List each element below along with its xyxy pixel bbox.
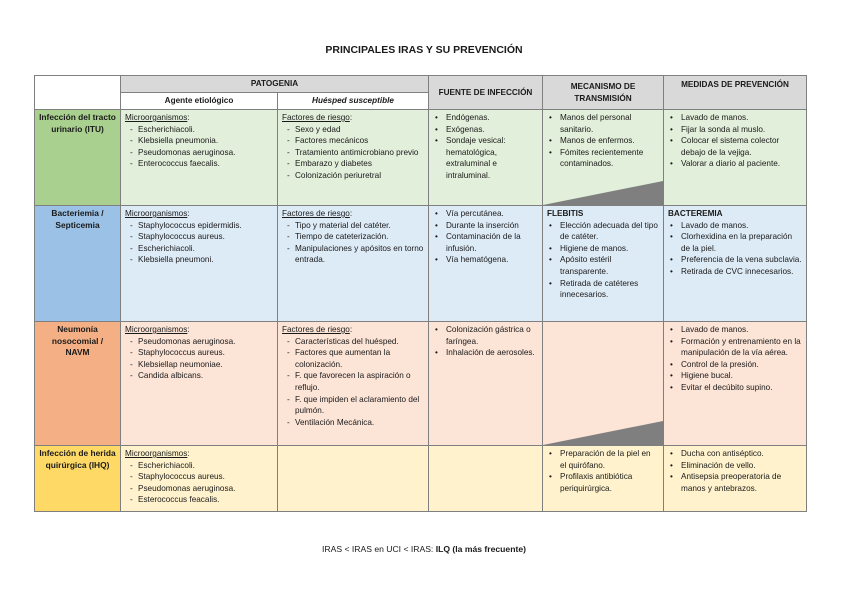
agente-label-text: Microorganismos: [125, 113, 188, 122]
list-item: • Sondaje vesical: hematológica, extraluminal e intraluminal.: [433, 135, 538, 181]
bullet-list: [125, 460, 273, 506]
list-item: • Colonización gástrica o faríngea.: [433, 324, 538, 347]
header-fuente: FUENTE DE INFECCIÓN: [429, 76, 543, 110]
list-item: - Manipulaciones y apósitos en torno entrada.: [282, 243, 424, 266]
list-item: - Características del huésped.: [282, 336, 424, 348]
bullet-list: [547, 220, 659, 301]
medidas-cell: [664, 206, 807, 322]
bullet-list: [547, 448, 659, 494]
huesped-label-text: Factores de riesgo: [282, 325, 350, 334]
table-row: [35, 110, 807, 206]
list-item: - Candida albicans.: [125, 370, 273, 382]
list-item: • Retirada de catéteres innecesarios.: [547, 278, 659, 301]
list-item: - Staphylococcus epidermidis.: [125, 220, 273, 232]
agente-label-text: Microorganismos: [125, 325, 188, 334]
list-item: - Esterococcus feacalis.: [125, 494, 273, 506]
list-item: • Durante la inserción: [433, 220, 538, 232]
list-item: - Tiempo de cateterización.: [282, 231, 424, 243]
list-item: • Eliminación de vello.: [668, 460, 802, 472]
table-body: [35, 110, 807, 512]
agente-label: Microorganismos:: [125, 325, 190, 334]
list-item: • Contaminación de la infusión.: [433, 231, 538, 254]
list-item: - Sexo y edad: [282, 124, 424, 136]
list-item: - F. que favorecen la aspiración o reflujo.: [282, 370, 424, 393]
table-row: [35, 322, 807, 446]
list-item: • Preparación de la piel en el quirófano.: [547, 448, 659, 471]
footer-highlight: ILQ (la más frecuente): [435, 544, 526, 554]
corner-cell: [35, 76, 121, 110]
list-item: - Klebsiella pneumoni.: [125, 254, 273, 266]
agente-cell: [121, 206, 278, 322]
list-item: - Tipo y material del catéter.: [282, 220, 424, 232]
bullet-list: [668, 220, 802, 278]
bullet-list: [282, 124, 424, 182]
huesped-cell: [278, 206, 429, 322]
bullet-list: [668, 448, 802, 494]
bullet-list: [125, 124, 273, 170]
agente-label: Microorganismos:: [125, 449, 190, 458]
row-header: Infección de herida quirúrgica (IHQ): [35, 446, 121, 512]
list-item: • Clorhexidina en la preparación de la piel.: [668, 231, 802, 254]
header-mecanismo: MECANISMO DE TRANSMISIÓN: [543, 76, 664, 110]
list-item: - Factores mecánicos: [282, 135, 424, 147]
list-item: • Valorar a diario al paciente.: [668, 158, 802, 170]
list-item: • Manos de enfermos.: [547, 135, 659, 147]
table-row: [35, 446, 807, 512]
mecanismo-cell: [543, 322, 664, 446]
medidas-cell: [664, 110, 807, 206]
list-item: - Escherichiacoli.: [125, 460, 273, 472]
header-medidas: MEDIDAS DE PREVENCIÓN: [664, 76, 807, 110]
list-item: • Inhalación de aerosoles.: [433, 347, 538, 359]
list-item: • Vía hematógena.: [433, 254, 538, 266]
list-item: • Lavado de manos.: [668, 112, 802, 124]
list-item: • Higiene de manos.: [547, 243, 659, 255]
list-item: • Apósito estéril transparente.: [547, 254, 659, 277]
list-item: • Exógenas.: [433, 124, 538, 136]
list-item: • Antisepsia preoperatoria de manos y antebrazos.: [668, 471, 802, 494]
huesped-cell: [278, 110, 429, 206]
list-item: • Lavado de manos.: [668, 324, 802, 336]
medidas-cell: [664, 446, 807, 512]
row-header: Neumonía nosocomial / NAVM: [35, 322, 121, 446]
list-item: - Factores que aumentan la colonización.: [282, 347, 424, 370]
section-title: BACTEREMIA: [668, 209, 723, 218]
huesped-cell: [278, 446, 429, 512]
mecanismo-cell: [543, 110, 664, 206]
page-title: PRINCIPALES IRAS Y SU PREVENCIÓN: [325, 44, 523, 56]
list-item: • Vía percutánea.: [433, 208, 538, 220]
list-item: - Staphylococcus aureus.: [125, 347, 273, 359]
header-huesped: Huésped susceptible: [278, 93, 429, 110]
list-item: - Staphylococcus aureus.: [125, 231, 273, 243]
agente-cell: [121, 110, 278, 206]
list-item: - F. que impiden el aclaramiento del pulmón.: [282, 394, 424, 417]
divider-triangle: [543, 421, 663, 445]
list-item: • Evitar el decúbito supino.: [668, 382, 802, 394]
fuente-cell: [429, 206, 543, 322]
list-item: - Escherichiacoli.: [125, 124, 273, 136]
divider-triangle: [543, 181, 663, 205]
list-item: - Pseudomonas aeruginosa.: [125, 336, 273, 348]
list-item: • Profilaxis antibiótica periquirúrgica.: [547, 471, 659, 494]
fuente-cell: [429, 446, 543, 512]
agente-label: Microorganismos:: [125, 113, 190, 122]
huesped-label-text: Factores de riesgo: [282, 113, 350, 122]
bullet-list: [433, 112, 538, 182]
list-item: • Lavado de manos.: [668, 220, 802, 232]
list-item: - Enterococcus faecalis.: [125, 158, 273, 170]
agente-label: Microorganismos:: [125, 209, 190, 218]
list-item: - Escherichiacoli.: [125, 243, 273, 255]
list-item: - Pseudomonas aeruginosa.: [125, 483, 273, 495]
list-item: - Colonización periuretral: [282, 170, 424, 182]
header-agente: Agente etiológico: [121, 93, 278, 110]
list-item: • Manos del personal sanitario.: [547, 112, 659, 135]
row-header: Bacteriemia / Septicemia: [35, 206, 121, 322]
agente-label-text: Microorganismos: [125, 449, 188, 458]
mecanismo-cell: [543, 446, 664, 512]
list-item: - Staphylococcus aureus.: [125, 471, 273, 483]
list-item: • Colocar el sistema colector debajo de la vejiga.: [668, 135, 802, 158]
bullet-list: [433, 324, 538, 359]
list-item: • Fómites recientemente contaminados.: [547, 147, 659, 170]
iras-table: [34, 75, 807, 512]
footer-note: [0, 544, 848, 554]
bullet-list: [282, 220, 424, 266]
fuente-cell: [429, 322, 543, 446]
huesped-label: Factores de riesgo:: [282, 113, 353, 122]
agente-cell: [121, 446, 278, 512]
fuente-cell: [429, 110, 543, 206]
list-item: - Klebsiella pneumonia.: [125, 135, 273, 147]
list-item: • Fijar la sonda al muslo.: [668, 124, 802, 136]
huesped-label: Factores de riesgo:: [282, 325, 353, 334]
bullet-list: [125, 220, 273, 266]
medidas-cell: [664, 322, 807, 446]
list-item: - Embarazo y diabetes: [282, 158, 424, 170]
bullet-list: [547, 112, 659, 170]
list-item: - Klebsiellap neumoniae.: [125, 359, 273, 371]
agente-cell: [121, 322, 278, 446]
bullet-list: [433, 208, 538, 266]
section-title: FLEBITIS: [547, 209, 584, 218]
row-header: Infección del tracto urinario (ITU): [35, 110, 121, 206]
bullet-list: [668, 324, 802, 394]
list-item: - Pseudomonas aeruginosa.: [125, 147, 273, 159]
list-item: • Ducha con antiséptico.: [668, 448, 802, 460]
huesped-cell: [278, 322, 429, 446]
list-item: • Endógenas.: [433, 112, 538, 124]
header-patogenia: PATOGENIA: [121, 76, 429, 93]
bullet-list: [125, 336, 273, 382]
mecanismo-cell: [543, 206, 664, 322]
table-row: [35, 206, 807, 322]
bullet-list: [282, 336, 424, 429]
list-item: • Retirada de CVC innecesarios.: [668, 266, 802, 278]
list-item: • Preferencia de la vena subclavia.: [668, 254, 802, 266]
list-item: - Ventilación Mecánica.: [282, 417, 424, 429]
huesped-label: Factores de riesgo:: [282, 209, 353, 218]
list-item: • Elección adecuada del tipo de catéter.: [547, 220, 659, 243]
list-item: • Higiene bucal.: [668, 370, 802, 382]
agente-label-text: Microorganismos: [125, 209, 188, 218]
list-item: - Tratamiento antimicrobiano previo: [282, 147, 424, 159]
list-item: • Formación y entrenamiento en la manipulación de la vía aérea.: [668, 336, 802, 359]
huesped-label-text: Factores de riesgo: [282, 209, 350, 218]
list-item: • Control de la presión.: [668, 359, 802, 371]
footer-prefix: IRAS < IRAS en UCI < IRAS:: [322, 544, 436, 554]
bullet-list: [668, 112, 802, 170]
